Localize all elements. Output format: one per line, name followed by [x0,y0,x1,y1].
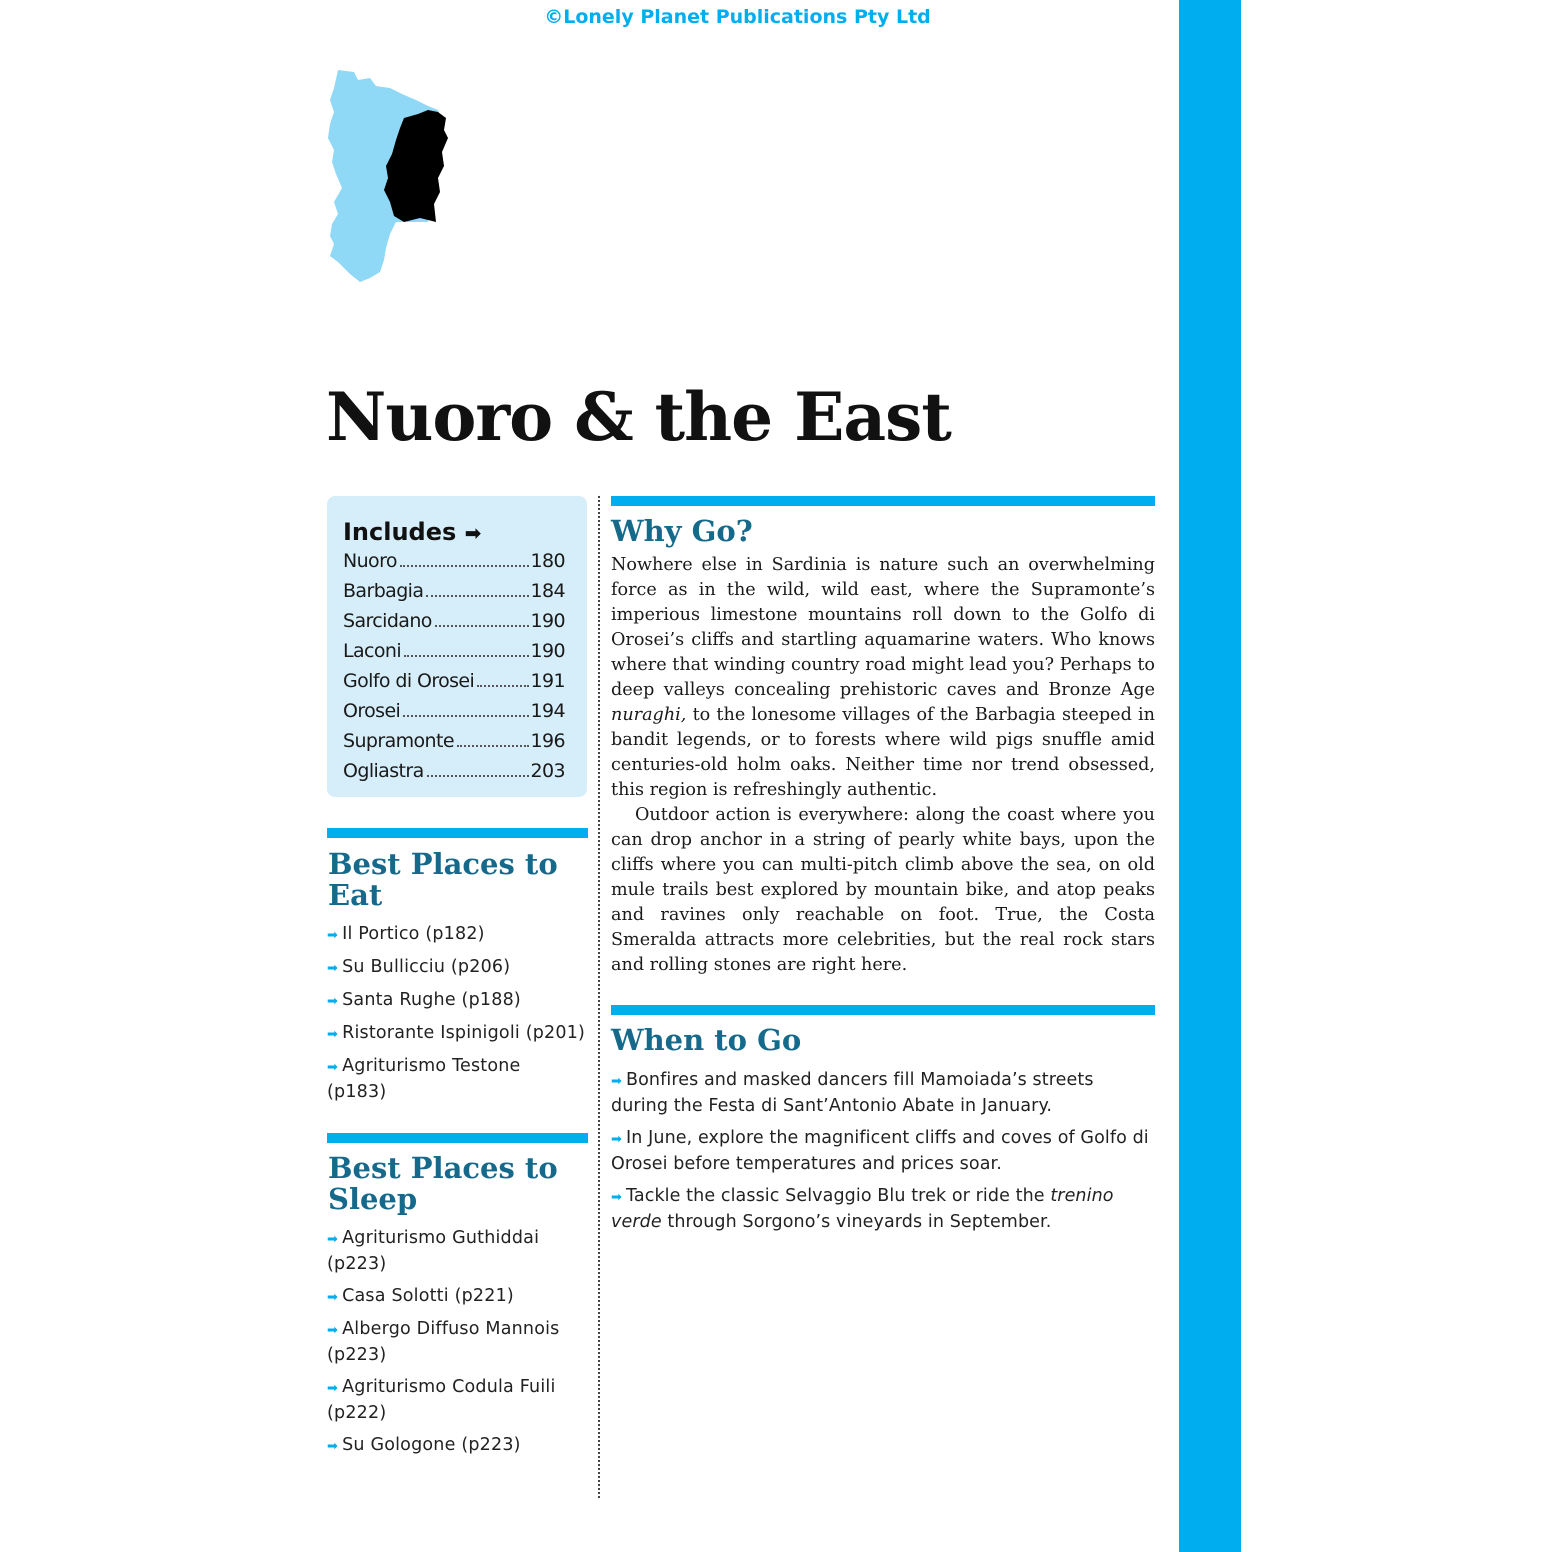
list-item-text: Santa Rughe (p188) [342,990,521,1010]
includes-item-page: 190 [530,610,565,632]
arrow-right-icon: ➡ [327,1232,339,1247]
section-rule [611,1005,1155,1015]
arrow-right-icon: ➡ [327,1439,339,1454]
list-item-text: Casa Solotti (p221) [342,1286,514,1306]
list-item [611,1068,1156,1119]
includes-item[interactable] [343,550,565,572]
list-item-text: Agriturismo Codula Fuili (p222) [327,1377,556,1423]
why-go-text: to the lonesome villages of the Barbagia steeped in bandit legends, or to forests where wild pigs snuffle amid centuries-old holm oaks. Neither time nor trend obsessed, this region is refreshingly authentic. [611,705,1155,800]
best-eat-heading-line2: Eat [328,878,383,912]
column-divider [598,496,600,1498]
list-item [611,1184,1156,1235]
sardinia-locator-map [324,66,454,288]
list-item-text: Tackle the classic Selvaggio Blu trek or ride the [626,1186,1051,1206]
includes-item-page: 191 [530,670,565,692]
best-sleep-heading-line1: Best Places to [328,1151,558,1185]
why-go-text: Nowhere else in Sardinia is nature such an overwhelming force as in the wild, wild east, where the Supramonte’s imperious limestone mountains roll down to the Golfo di Orosei’s cliffs and startling aquamarine waters. Who knows where that winding country road might lead you? Perhaps to deep valleys concealing prehistoric caves and Bronze Age [611,555,1155,700]
list-item-text: Ristorante Ispinigoli (p201) [342,1023,586,1043]
includes-item-name: Sarcidano [343,610,432,632]
list-item-text: Bonfires and masked dancers fill Mamoiada’s streets during the Festa di Sant’Antonio Abate in January. [611,1070,1094,1116]
copyright-notice: ©Lonely Planet Publications Pty Ltd [544,6,931,28]
list-item[interactable] [327,1284,589,1310]
list-item-italic: trenino verde [611,1186,1114,1232]
includes-box [327,496,587,797]
dot-leader [435,625,529,627]
list-item [611,1126,1156,1177]
arrow-right-icon: ➡ [327,1060,339,1075]
includes-item-page: 190 [530,640,565,662]
includes-item[interactable] [343,730,565,752]
dot-leader [403,715,528,717]
includes-item[interactable] [343,580,565,602]
arrow-right-icon: ➡ [611,1132,622,1147]
includes-item-name: Barbagia [343,580,424,602]
list-item[interactable] [327,922,589,948]
arrow-right-icon: ➡ [611,1190,622,1205]
list-item-text: In June, explore the magnificent cliffs and coves of Golfo di Orosei before temperatures and prices soar. [611,1128,1149,1174]
section-rule [327,828,588,838]
arrow-right-icon: ➡ [611,1074,622,1089]
arrow-right-icon: ➡ [327,1381,339,1396]
includes-item-page: 196 [530,730,565,752]
arrow-right-icon: ➡ [327,994,339,1009]
includes-item-name: Orosei [343,700,401,722]
best-eat-heading-line1: Best Places to [328,847,558,881]
includes-item[interactable] [343,700,565,722]
includes-item-page: 194 [530,700,565,722]
why-go-heading: Why Go? [611,514,753,548]
includes-item[interactable] [343,640,565,662]
includes-title-text: Includes [343,518,457,546]
includes-item[interactable] [343,670,565,692]
includes-title [343,518,481,546]
best-eat-heading [328,849,558,911]
chapter-title: Nuoro & the East [326,378,951,456]
dot-leader [426,595,528,597]
list-item[interactable] [327,955,589,981]
section-rule [611,496,1155,506]
list-item[interactable] [327,988,589,1014]
list-item-text: Agriturismo Guthiddai (p223) [327,1228,540,1274]
dot-leader [477,685,528,687]
section-rule [327,1133,588,1143]
best-sleep-heading [328,1153,558,1215]
includes-item[interactable] [343,610,565,632]
list-item[interactable] [327,1375,567,1426]
best-sleep-heading-line2: Sleep [328,1182,418,1216]
arrow-right-icon: ➡ [327,1290,339,1305]
includes-item-page: 203 [530,760,565,782]
includes-item-name: Supramonte [343,730,454,752]
dot-leader [457,745,529,747]
list-item-text: through Sorgono’s vineyards in September. [661,1212,1052,1232]
list-item[interactable] [327,1021,589,1047]
includes-item-name: Laconi [343,640,402,662]
arrow-right-icon: ➡ [327,1323,339,1338]
arrow-right-icon: ➡ [327,961,339,976]
list-item[interactable] [327,1433,589,1459]
list-item-text: Su Bullicciu (p206) [342,957,511,977]
includes-item-name: Golfo di Orosei [343,670,475,692]
list-item[interactable] [327,1226,552,1277]
includes-item-page: 184 [530,580,565,602]
list-item-text: Albergo Diffuso Mannois (p223) [327,1319,560,1365]
arrow-right-icon: ➡ [327,1027,339,1042]
list-item-text: Il Portico (p182) [342,924,485,944]
side-color-band [1179,0,1241,1552]
arrow-right-icon: ➡ [464,521,482,545]
dot-leader [427,775,529,777]
why-go-paragraph [611,553,1155,803]
list-item[interactable] [327,1054,542,1105]
why-go-italic: nuraghi, [611,705,687,725]
list-item[interactable] [327,1317,572,1368]
list-item-text: Su Gologone (p223) [342,1435,521,1455]
when-to-go-heading: When to Go [611,1023,802,1057]
includes-item[interactable] [343,760,565,782]
why-go-body [611,553,1155,978]
includes-item-name: Nuoro [343,550,397,572]
dot-leader [400,565,529,567]
includes-item-page: 180 [530,550,565,572]
list-item-text: Agriturismo Testone (p183) [327,1056,521,1102]
why-go-paragraph: Outdoor action is everywhere: along the coast where you can drop anchor in a string of pearly white bays, upon the cliffs where you can multi-pitch climb above the sea, on old mule trails best explored by mountain bike, and atop peaks and ravines only reachable on foot. True, the Costa Smeralda attracts more celebrities, but the real rock stars and rolling stones are right here. [611,805,1155,975]
includes-item-name: Ogliastra [343,760,424,782]
arrow-right-icon: ➡ [327,928,339,943]
dot-leader [404,655,529,657]
